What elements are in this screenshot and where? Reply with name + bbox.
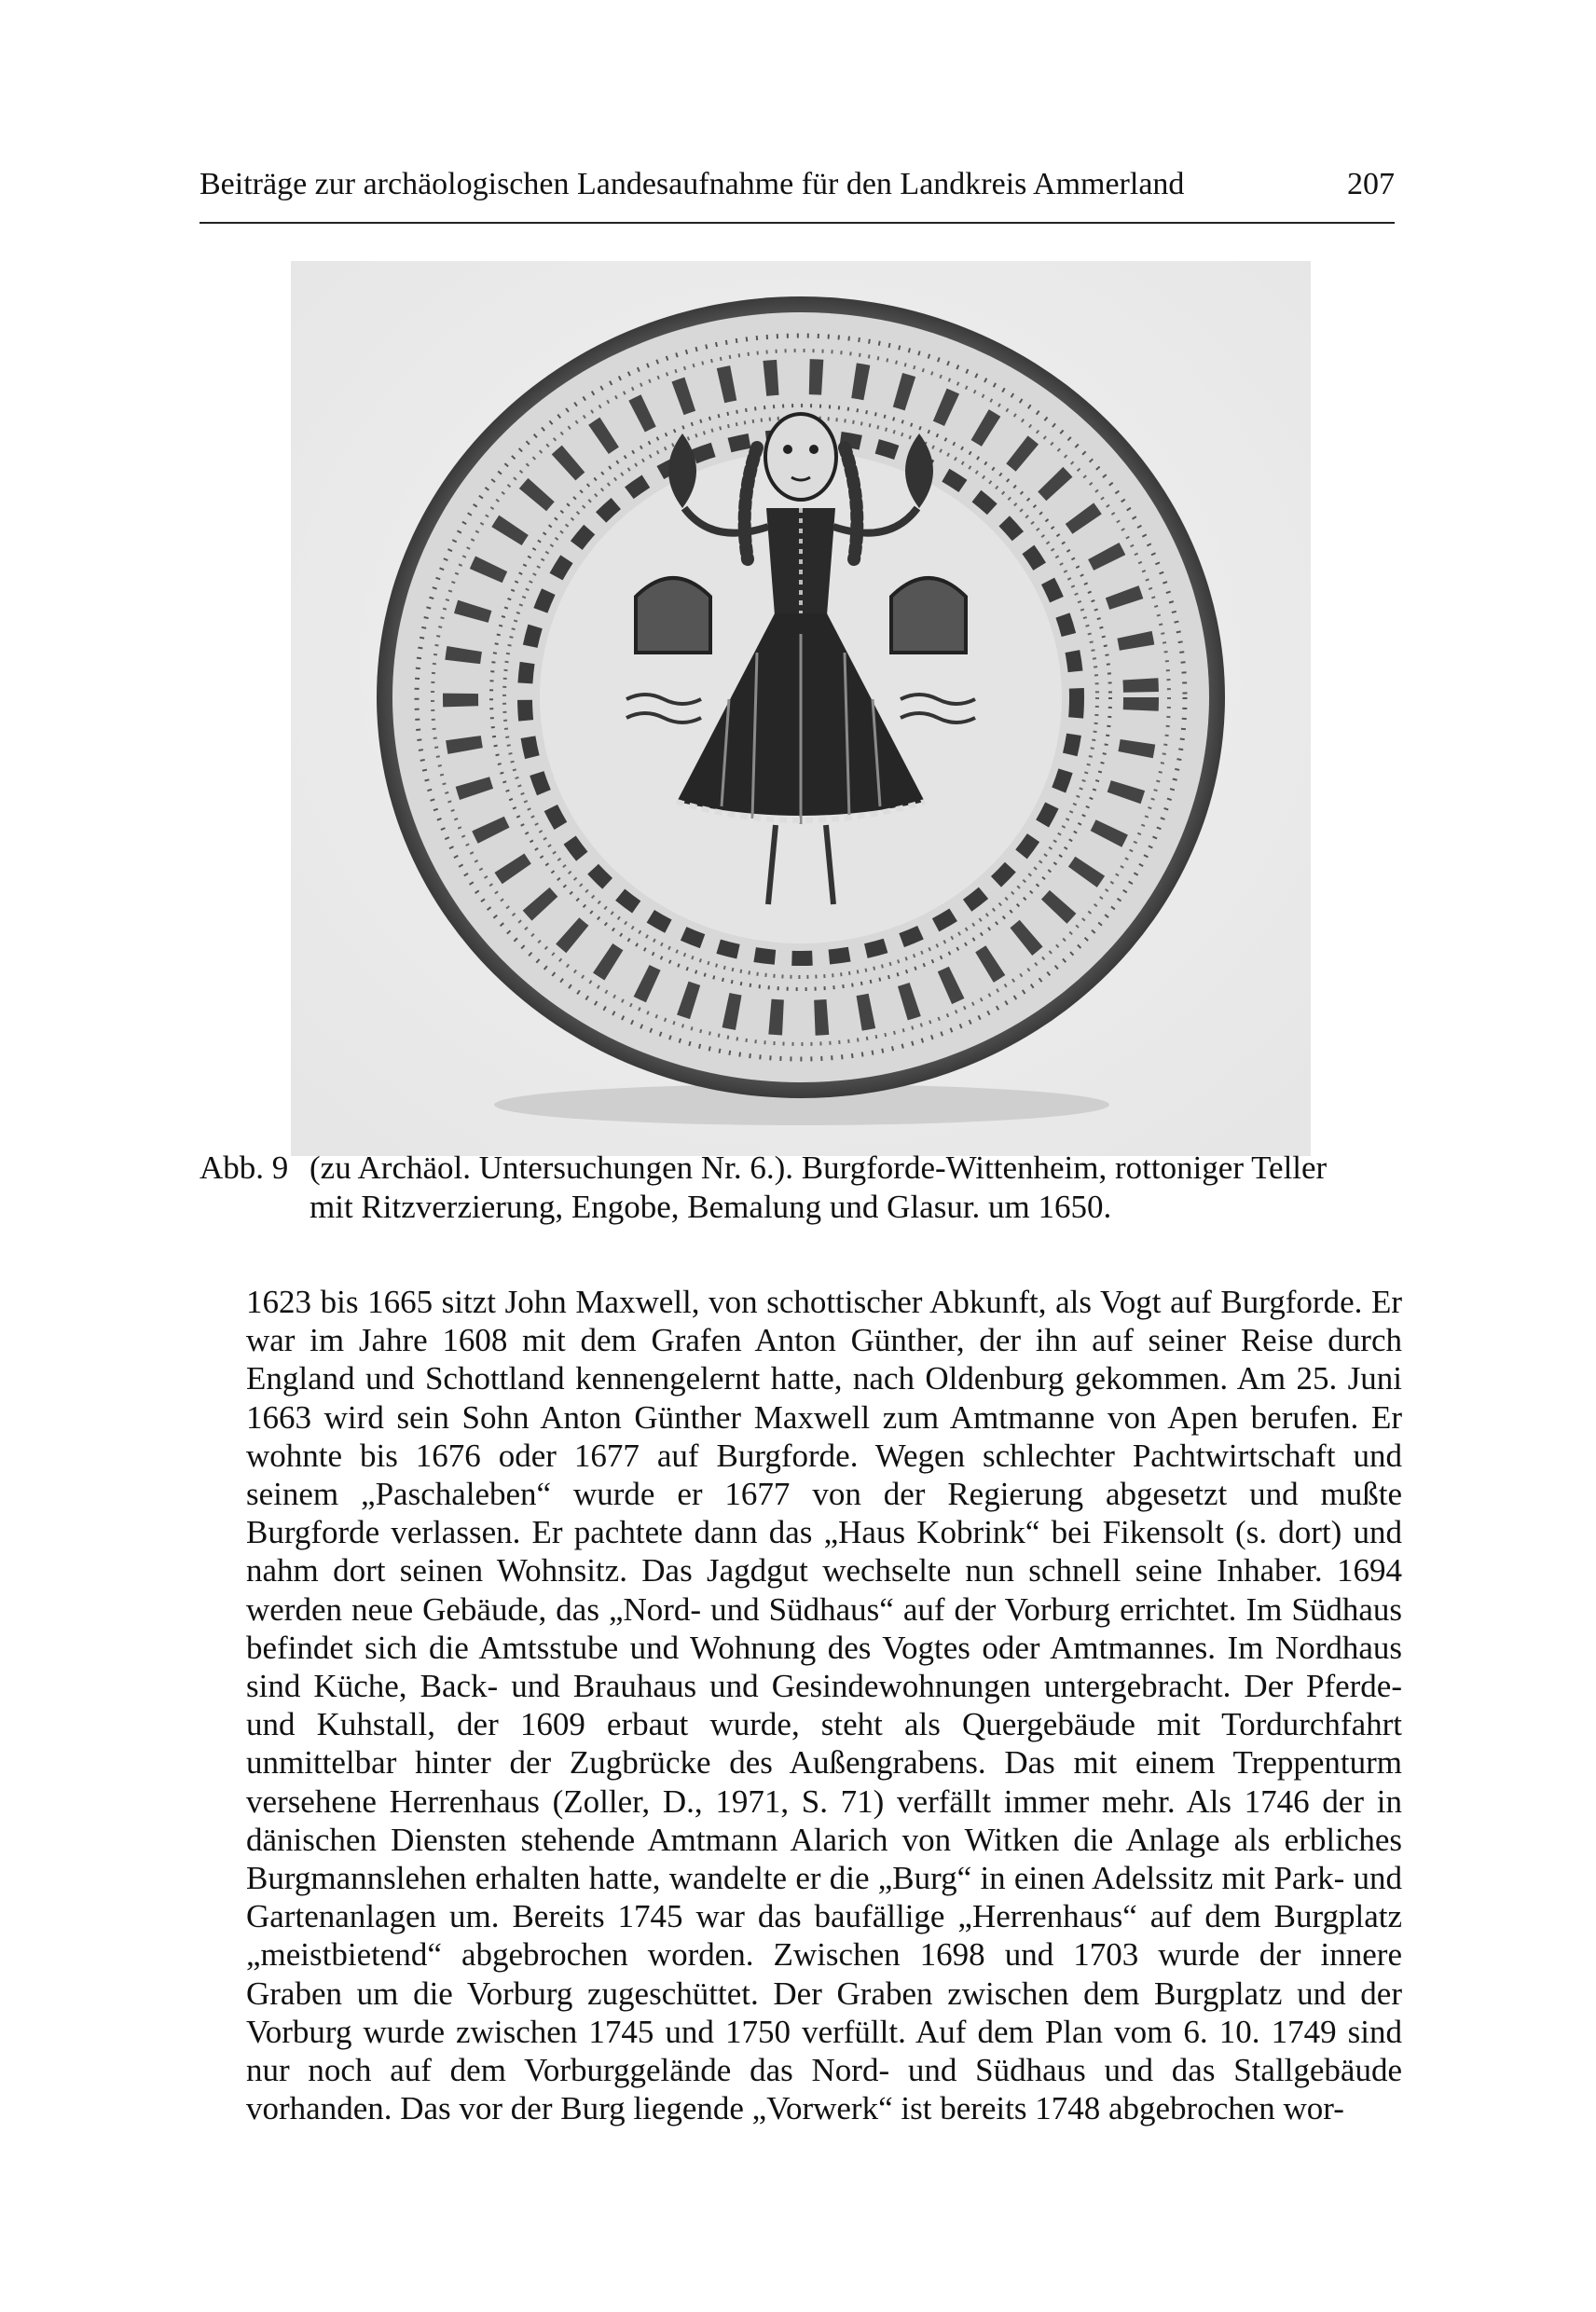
page-number: 207	[1347, 167, 1395, 201]
figure-label: Abb. 9	[200, 1149, 289, 1186]
decorated-plate-image	[291, 261, 1311, 1156]
caption-line-2: mit Ritzverzierung, Engobe, Bemalung und Glasur. um 1650.	[310, 1189, 1112, 1225]
header-rule	[200, 222, 1395, 224]
left-bell-motif	[636, 578, 710, 653]
body-paragraph: 1623 bis 1665 sitzt John Maxwell, von schottischer Abkunft, als Vogt auf Burgforde. Er war im Jahre 1608 mit dem Grafen Anton Günther, der ihn auf seiner Reise durch England und Schottland kennengelernt hatte, nach Oldenburg gekommen. Am 25. Juni 1663 wird sein Sohn Anton Günther Maxwell zum Amtmanne von Apen berufen. Er wohnte bis 1676 oder 1677 auf Burgforde. Wegen schlechter Pachtwirtschaft und seinem „Paschaleben“ wurde er 1677 von der Regierung abgesetzt und mußte Burgforde verlassen. Er pachtete dann das „Haus Kobrink“ bei Fikensolt (s. dort) und nahm dort seinen Wohnsitz. Das Jagdgut wechselte nun schnell seine Inhaber. 1694 werden neue Gebäude, das „Nord- und Südhaus“ auf der Vorburg errichtet. Im Südhaus befindet sich die Amtsstube und Wohnung des Vogtes oder Amtmannes. Im Nordhaus sind Küche, Back- und Brauhaus und Gesindewohnungen untergebracht. Der Pferde- und Kuhstall, der 1609 erbaut wurde, steht als Quergebäude mit Tordurchfahrt unmittelbar hinter der Zugbrücke des Außengrabens. Das mit einem Treppenturm versehene Herrenhaus (Zoller, D., 1971, S. 71) verfällt immer mehr. Als 1746 der in dänischen Diensten stehende Amtmann Alarich von Witken die Anlage als erbliches Burgmannslehen erhalten hatte, wandelte er die „Burg“ in einen Adelssitz mit Park- und Gartenanlagen um. Bereits 1745 war das baufällige „Herrenhaus“ auf dem Burgplatz „meistbietend“ abgebrochen worden. Zwischen 1698 und 1703 wurde der innere Graben um die Vorburg zugeschüttet. Der Graben zwischen dem Burgplatz und der Vorburg wurde zwischen 1745 und 1750 verfüllt. Auf dem Plan vom 6. 10. 1749 sind nur noch auf dem Vorburggelände das Nord- und Südhaus und das Stallgebäude vorhanden. Das vor der Burg liegende „Vorwerk“ ist bereits 1748 abgebrochen wor-	[246, 1284, 1402, 2127]
right-bell-motif	[891, 578, 966, 653]
plate-photograph	[291, 261, 1311, 1156]
figure-caption	[200, 1149, 1402, 1227]
running-head-title: Beiträge zur archäologischen Landesaufnahme für den Landkreis Ammerland	[200, 167, 1185, 201]
body-text	[246, 1283, 1402, 2127]
caption-line-1: (zu Archäol. Untersuchungen Nr. 6.). Burgforde-Wittenheim, rottoniger Teller	[310, 1149, 1328, 1186]
